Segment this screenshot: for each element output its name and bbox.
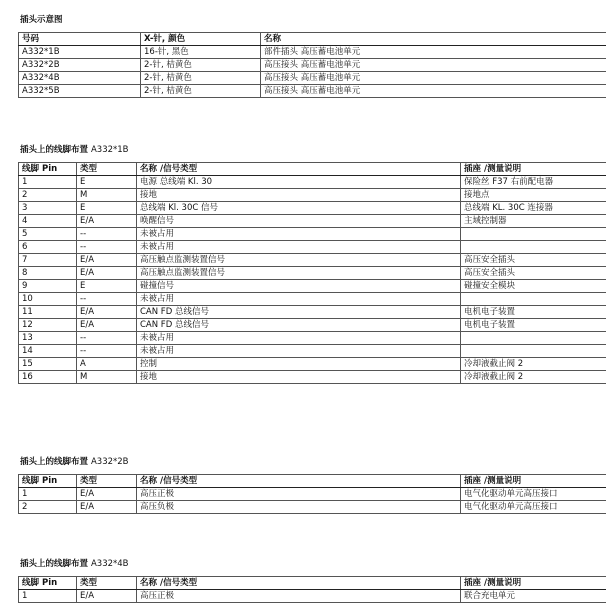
header-pin: 线脚 Pin (19, 475, 77, 488)
table-row (19, 293, 606, 306)
pin-number: 2 (19, 189, 77, 202)
signal-name: 电源 总线端 Kl. 30 (137, 176, 461, 189)
connector-number: A332*4B (19, 72, 141, 85)
header-number: 号码 (19, 33, 141, 46)
connector-number: A332*5B (19, 85, 141, 98)
pin-table-title-2b (20, 455, 129, 467)
header-socket-measurement: 插座 /测量说明 (461, 577, 606, 590)
pin-type: E/A (77, 501, 137, 514)
pin-table-title-prefix: 插头上的线脚布置 (20, 145, 88, 155)
pin-table-title-4b (20, 557, 129, 569)
table-row (19, 189, 606, 202)
pin-type: -- (77, 241, 137, 254)
table-row (19, 371, 606, 384)
pin-type: A (77, 358, 137, 371)
pin-type: E/A (77, 488, 137, 501)
table-row (19, 46, 606, 59)
signal-name: 接地 (137, 189, 461, 202)
signal-name: 总线端 Kl. 30C 信号 (137, 202, 461, 215)
connector-number: A332*1B (19, 46, 141, 59)
overview-title: 插头示意图 (20, 13, 63, 25)
table-row (19, 254, 606, 267)
pin-number: 16 (19, 371, 77, 384)
header-signal-name: 名称 /信号类型 (137, 577, 461, 590)
header-pin: 线脚 Pin (19, 163, 77, 176)
table-row (19, 306, 606, 319)
table-row (19, 202, 606, 215)
pin-type: -- (77, 332, 137, 345)
header-type: 类型 (77, 577, 137, 590)
signal-name: CAN FD 总线信号 (137, 319, 461, 332)
table-row (19, 345, 606, 358)
table-header-row (19, 163, 606, 176)
pin-type: -- (77, 228, 137, 241)
table-row (19, 59, 606, 72)
pin-number: 6 (19, 241, 77, 254)
header-pins-color: X-针, 颜色 (141, 33, 261, 46)
connector-number: A332*2B (19, 59, 141, 72)
signal-name: 未被占用 (137, 332, 461, 345)
pin-type: E (77, 176, 137, 189)
pin-type: M (77, 371, 137, 384)
pin-table-connector-code: A332*2B (91, 457, 129, 467)
pin-number: 15 (19, 358, 77, 371)
table-row (19, 267, 606, 280)
pin-table-title-prefix: 插头上的线脚布置 (20, 457, 88, 467)
pin-table-title-prefix: 插头上的线脚布置 (20, 559, 88, 569)
pin-type: E (77, 202, 137, 215)
signal-name: 高压负极 (137, 501, 461, 514)
socket-measurement: 电气化驱动单元高压接口 (461, 488, 606, 501)
socket-measurement: 高压安全插头 (461, 267, 606, 280)
table-row (19, 319, 606, 332)
socket-measurement: 电机电子装置 (461, 306, 606, 319)
signal-name: 未被占用 (137, 345, 461, 358)
table-row (19, 501, 606, 514)
pin-type: -- (77, 293, 137, 306)
table-row (19, 488, 606, 501)
pin-type: E/A (77, 215, 137, 228)
table-header-row (19, 33, 606, 46)
header-socket-measurement: 插座 /测量说明 (461, 475, 606, 488)
pin-number: 14 (19, 345, 77, 358)
socket-measurement: 冷却液截止阀 2 (461, 358, 606, 371)
socket-measurement: 电机电子装置 (461, 319, 606, 332)
pin-number: 5 (19, 228, 77, 241)
pin-table-connector-code: A332*4B (91, 559, 129, 569)
signal-name: 唤醒信号 (137, 215, 461, 228)
signal-name: 高压正极 (137, 488, 461, 501)
pin-assignment-table-1b (18, 162, 606, 384)
table-row (19, 215, 606, 228)
pin-number: 1 (19, 488, 77, 501)
pin-table-title-1b (20, 143, 129, 155)
table-row (19, 280, 606, 293)
table-row (19, 85, 606, 98)
socket-measurement: 接地点 (461, 189, 606, 202)
pin-type: E/A (77, 306, 137, 319)
socket-measurement (461, 332, 606, 345)
signal-name: 控制 (137, 358, 461, 371)
header-type: 类型 (77, 163, 137, 176)
header-signal-name: 名称 /信号类型 (137, 163, 461, 176)
pin-type: E (77, 280, 137, 293)
pin-type: M (77, 189, 137, 202)
signal-name: 接地 (137, 371, 461, 384)
header-name: 名称 (261, 33, 606, 46)
socket-measurement: 碰撞安全模块 (461, 280, 606, 293)
pin-type: E/A (77, 254, 137, 267)
socket-measurement: 联合充电单元 (461, 590, 606, 603)
table-row (19, 228, 606, 241)
pin-number: 11 (19, 306, 77, 319)
connector-pins-color: 16-针, 黑色 (141, 46, 261, 59)
pin-number: 2 (19, 501, 77, 514)
connector-name: 高压接头 高压蓄电池单元 (261, 72, 606, 85)
pin-number: 10 (19, 293, 77, 306)
socket-measurement: 电气化驱动单元高压接口 (461, 501, 606, 514)
connector-overview-table (18, 32, 606, 98)
signal-name: 高压触点监测装置信号 (137, 267, 461, 280)
pin-number: 1 (19, 590, 77, 603)
header-type: 类型 (77, 475, 137, 488)
pin-type: E/A (77, 319, 137, 332)
table-row (19, 332, 606, 345)
pin-type: -- (77, 345, 137, 358)
signal-name: 未被占用 (137, 293, 461, 306)
table-row (19, 72, 606, 85)
pin-number: 9 (19, 280, 77, 293)
header-signal-name: 名称 /信号类型 (137, 475, 461, 488)
socket-measurement: 冷却液截止阀 2 (461, 371, 606, 384)
table-row (19, 176, 606, 189)
connector-name: 高压接头 高压蓄电池单元 (261, 59, 606, 72)
signal-name: CAN FD 总线信号 (137, 306, 461, 319)
pin-number: 12 (19, 319, 77, 332)
connector-name: 高压接头 高压蓄电池单元 (261, 85, 606, 98)
socket-measurement: 主域控制器 (461, 215, 606, 228)
signal-name: 高压触点监测装置信号 (137, 254, 461, 267)
signal-name: 未被占用 (137, 241, 461, 254)
pin-number: 13 (19, 332, 77, 345)
table-header-row (19, 475, 606, 488)
socket-measurement: 高压安全插头 (461, 254, 606, 267)
connector-pins-color: 2-针, 桔黄色 (141, 59, 261, 72)
pin-number: 4 (19, 215, 77, 228)
socket-measurement (461, 293, 606, 306)
pin-type: E/A (77, 590, 137, 603)
connector-pins-color: 2-针, 桔黄色 (141, 85, 261, 98)
connector-pins-color: 2-针, 桔黄色 (141, 72, 261, 85)
table-header-row (19, 577, 606, 590)
socket-measurement (461, 228, 606, 241)
pin-assignment-table-4b (18, 576, 606, 603)
socket-measurement (461, 345, 606, 358)
table-row (19, 358, 606, 371)
table-row (19, 590, 606, 603)
pin-type: E/A (77, 267, 137, 280)
signal-name: 碰撞信号 (137, 280, 461, 293)
pin-number: 1 (19, 176, 77, 189)
socket-measurement: 保险丝 F37 右前配电器 (461, 176, 606, 189)
header-socket-measurement: 插座 /测量说明 (461, 163, 606, 176)
pin-table-connector-code: A332*1B (91, 145, 129, 155)
connector-name: 部件插头 高压蓄电池单元 (261, 46, 606, 59)
pin-number: 8 (19, 267, 77, 280)
signal-name: 未被占用 (137, 228, 461, 241)
pin-number: 7 (19, 254, 77, 267)
header-pin: 线脚 Pin (19, 577, 77, 590)
table-row (19, 241, 606, 254)
socket-measurement: 总线端 KL. 30C 连接器 (461, 202, 606, 215)
socket-measurement (461, 241, 606, 254)
pin-assignment-table-2b (18, 474, 606, 514)
signal-name: 高压正极 (137, 590, 461, 603)
pin-number: 3 (19, 202, 77, 215)
